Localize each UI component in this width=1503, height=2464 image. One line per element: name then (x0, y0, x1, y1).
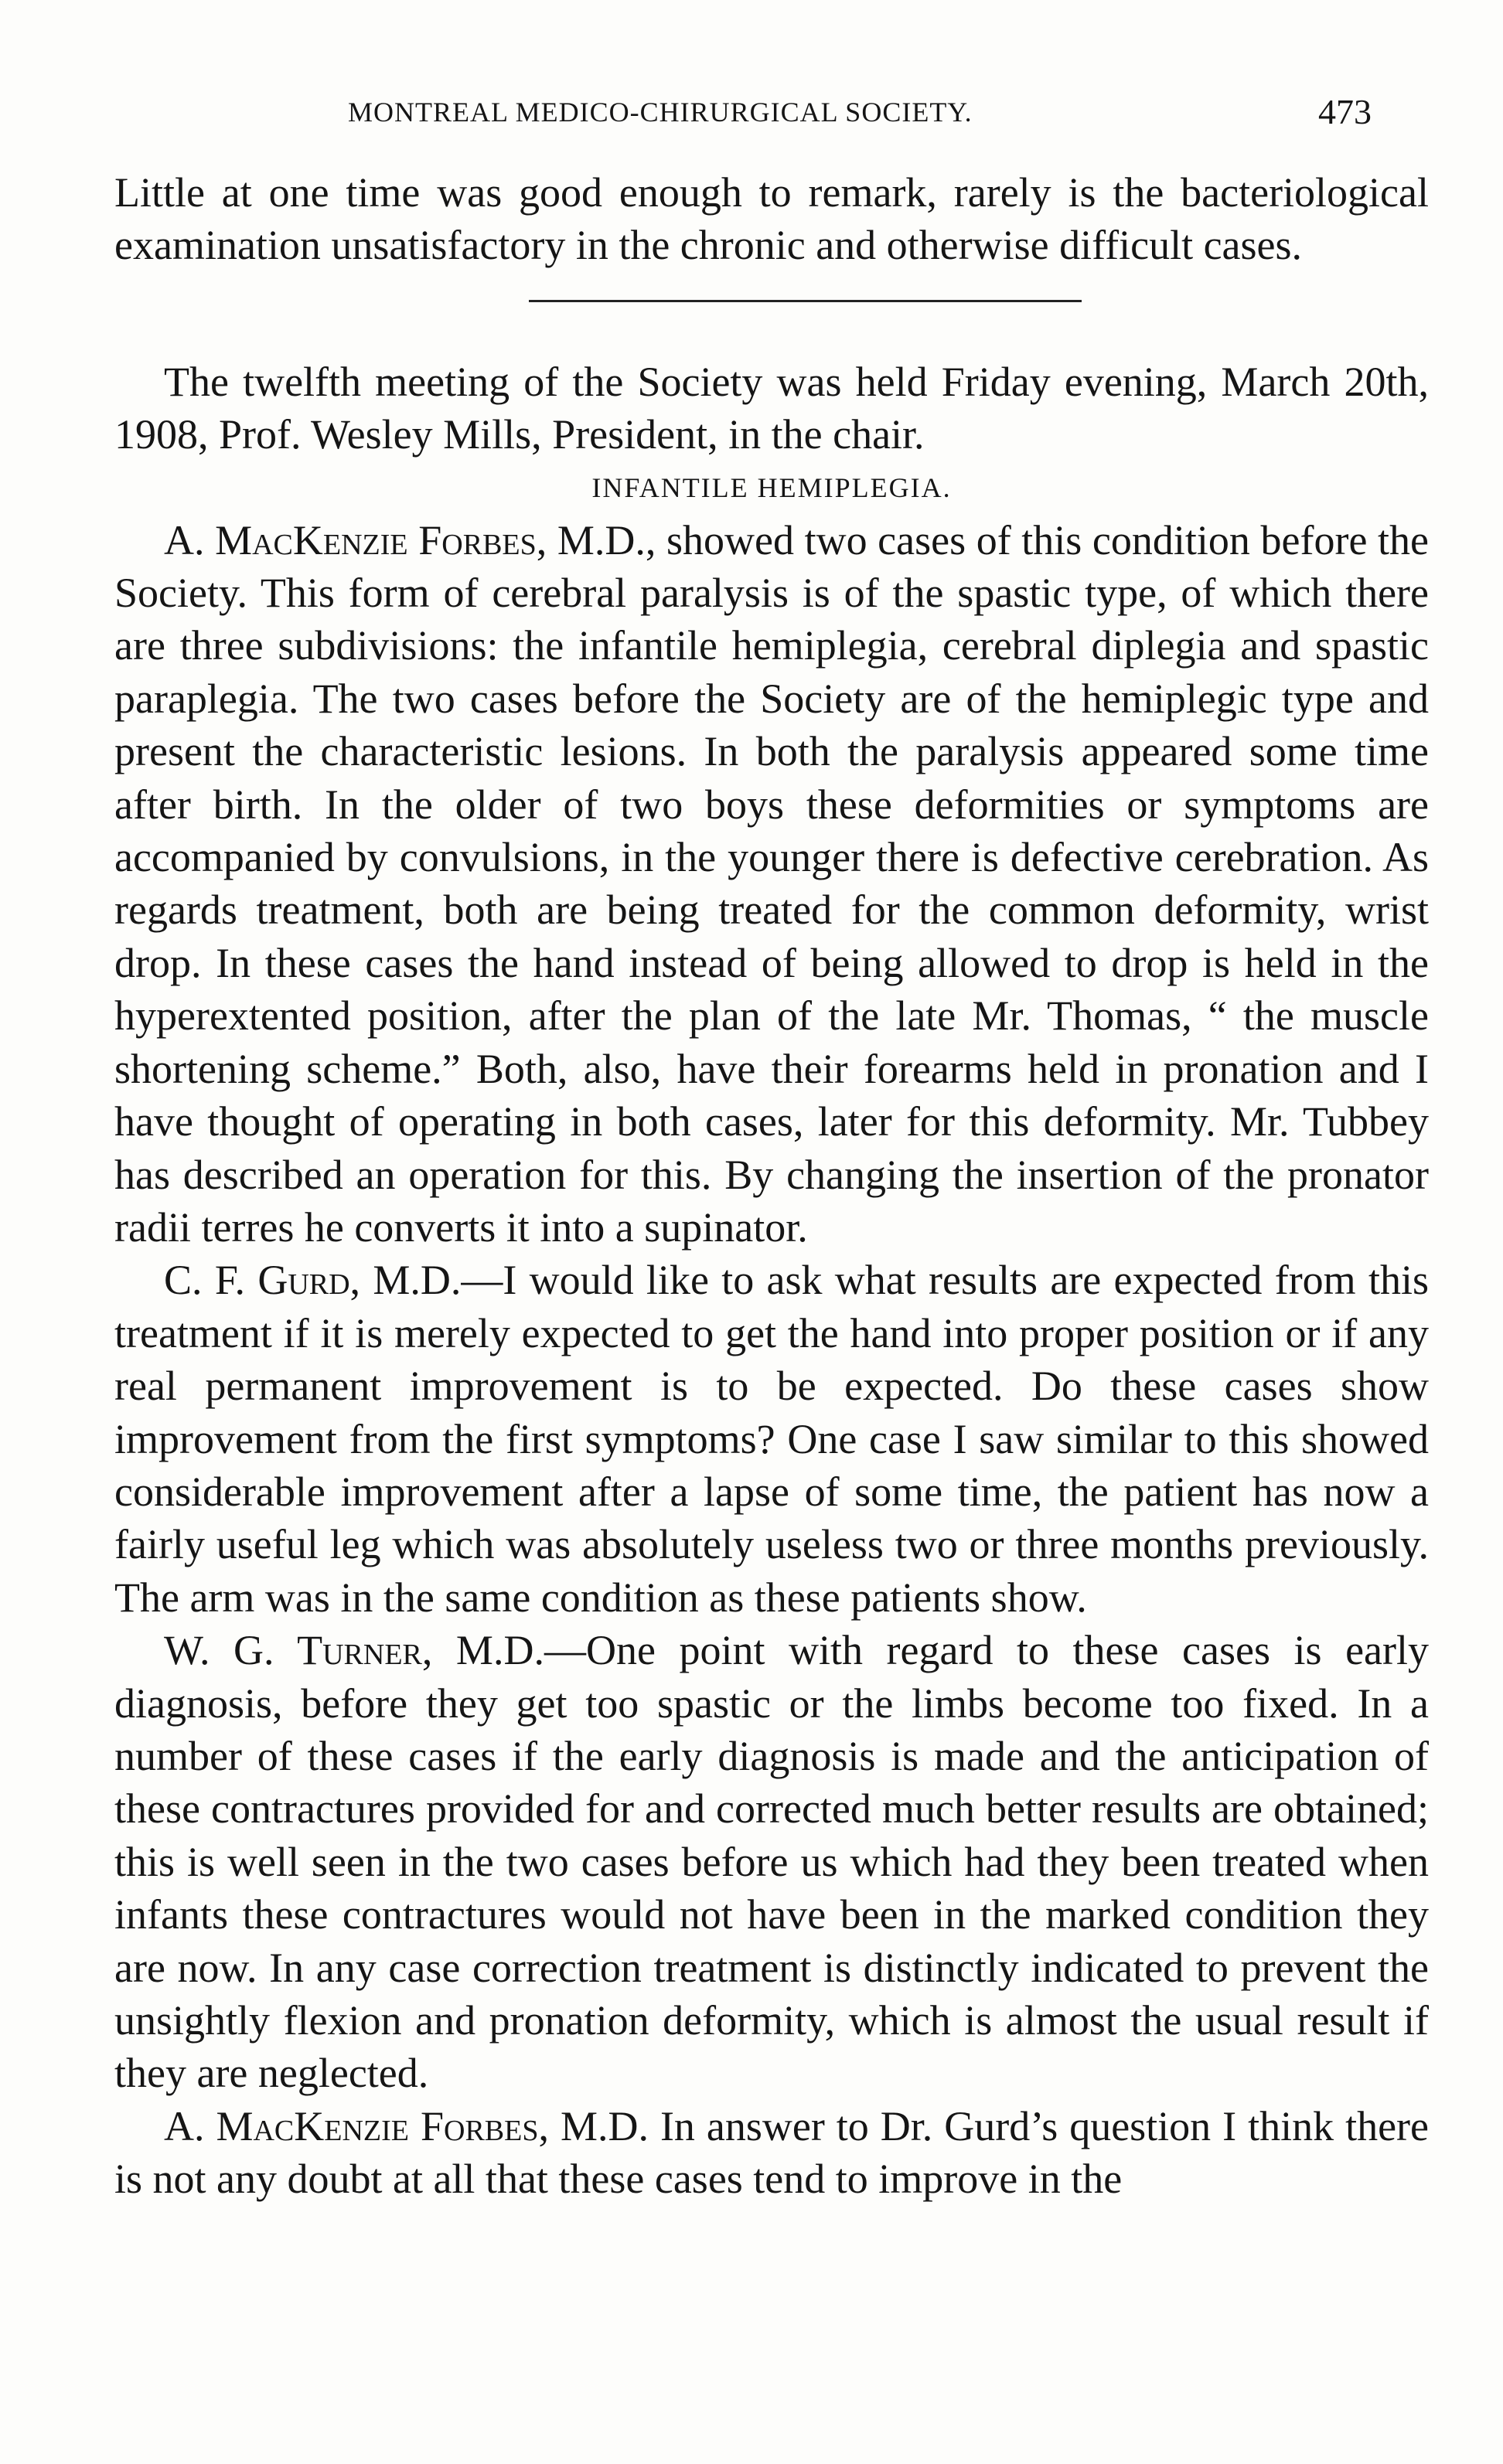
meeting-paragraph: The twelfth meeting of the Society was held Friday evening, March 20th, 1908, Prof. Wesley Mills, President, in the chair. (114, 358, 1429, 458)
speaker-name: C. F. Gurd, M.D. (164, 1257, 462, 1304)
entry-text: In answer to Dr. Gurd’s question I think there is not any doubt at all that these cases tend to improve in the (114, 2102, 1429, 2203)
section-rule (529, 300, 1082, 302)
running-head (0, 91, 1503, 145)
entry-text: —I would like to ask what results are expected from this treatment if it is merely expected to get the hand into proper position or if any real permanent improvement is to be expected. Do these cases show improvement from the first symptoms? One case I saw similar to this showed considerable improvement after a lapse of some time, the patient has now a fairly useful leg which was absolutely useless two or three months previously. The arm was in the same condition as these patients show. (114, 1257, 1429, 1621)
section-heading: INFANTILE HEMIPLEGIA. (591, 471, 952, 503)
body-text (114, 166, 1429, 2206)
speaker-name: W. G. Turner, M.D. (164, 1627, 544, 1674)
separator-row (114, 272, 1429, 325)
speaker-name: A. MacKenzie Forbes, M.D., (164, 516, 656, 563)
running-title: MONTREAL MEDICO-CHIRURGICAL SOCIETY. (348, 97, 973, 128)
entry-text: —One point with regard to these cases is early diagnosis, before they get too spastic or the limbs become too fixed. In a number of these cases if the early diagnosis is made and the anticipation of these contractures provided for and corrected much better results are obtained; this is well seen in the two cases before us which had they been treated when infants these contractures would not have been in the marked condition they are now. In any case correction treatment is distinctly indicated to prevent the unsightly flexion and pronation deformity, which is almost the usual result if they are neglected. (114, 1627, 1429, 2097)
entry-paragraph (114, 1624, 1429, 2100)
speaker-name: A. MacKenzie Forbes, M.D. (164, 2102, 649, 2149)
entry-paragraph (114, 2100, 1429, 2206)
entry-text: showed two cases of this condition before the Society. This form of cerebral paralysis is of the spastic type, of which there are three subdivisions: the infantile hemiplegia, cerebral diplegia and spastic paraplegia. The two cases before the Society are of the hemiplegic type and present the characteristic lesions. In both the paralysis appeared some time after birth. In the older of two boys these deformities or symptoms are accompanied by convulsions, in the younger there is defective cerebration. As regards treatment, both are being treated for the common deformity, wrist drop. In these cases the hand instead of being allowed to drop is held in the hyperextented position, after the plan of the late Mr. Thomas, “ the muscle shortening scheme.” Both, also, have their forearms held in pronation and I have thought of operating in both cases, later for this deformity. Mr. Tubbey has described an operation for this. By changing the insertion of the pronator radii terres he converts it into a supinator. (114, 516, 1429, 1251)
page-number: 473 (1318, 92, 1372, 131)
paragraph-continuation: Little at one time was good enough to remark, rarely is the bacteriological examination unsatisfactory in the chronic and otherwise difficult cases. (114, 169, 1429, 269)
entry-paragraph (114, 514, 1429, 1254)
spacer (114, 325, 1429, 356)
entry-paragraph (114, 1254, 1429, 1624)
